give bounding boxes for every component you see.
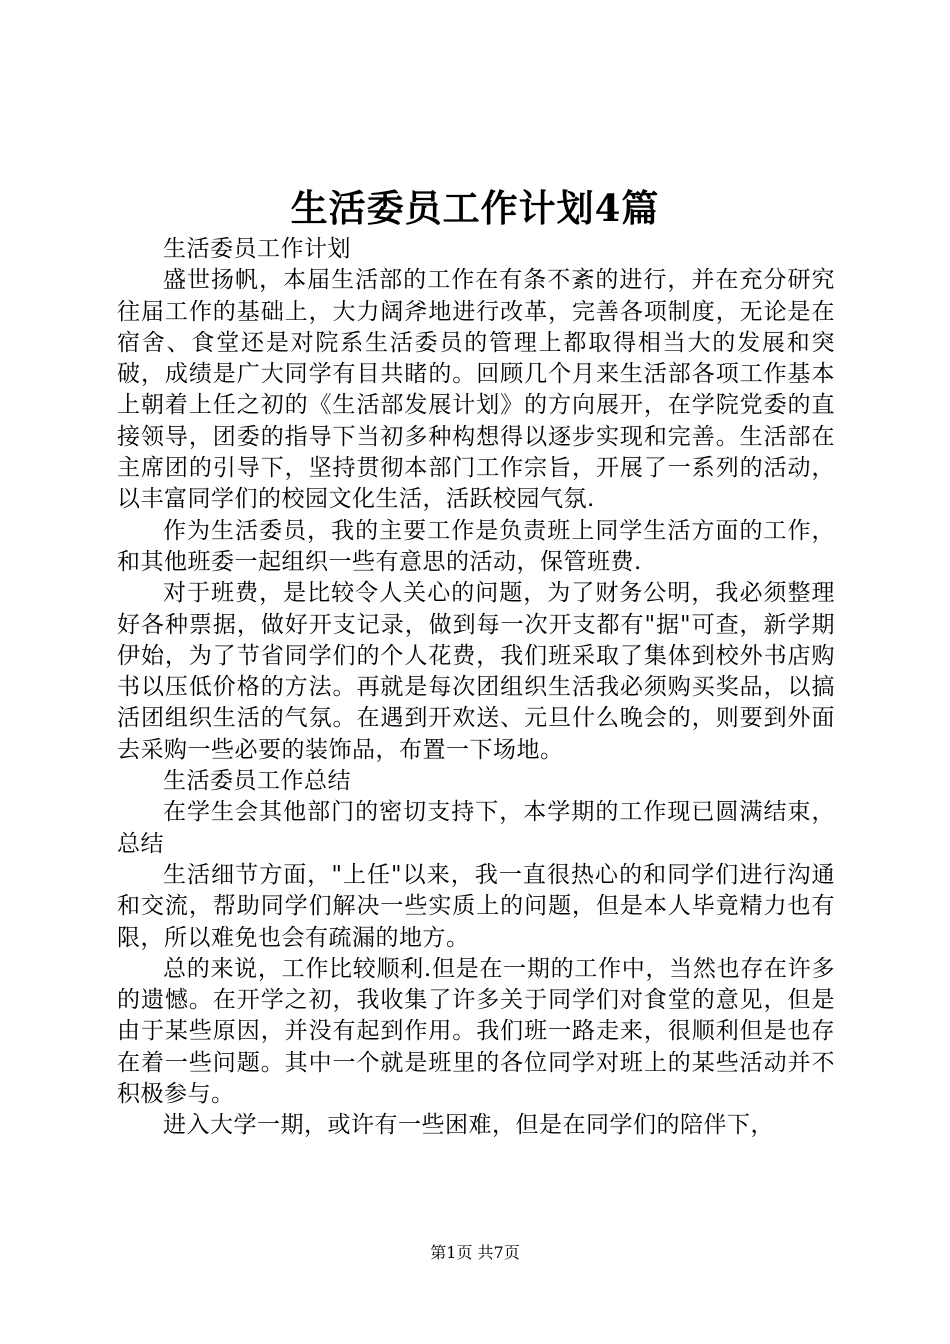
document-title: 生活委员工作计划4篇 <box>290 186 660 230</box>
paragraph: 在学生会其他部门的密切支持下，本学期的工作现已圆满结束，总结 <box>117 799 835 857</box>
paragraph: 作为生活委员，我的主要工作是负责班上同学生活方面的工作，和其他班委一起组织一些有意思的活动，保管班费. <box>117 517 835 575</box>
paragraph: 盛世扬帆，本届生活部的工作在有条不紊的进行，并在充分研究往届工作的基础上，大力阔斧地进行改革，完善各项制度，无论是在宿舍、食堂还是对院系生活委员的管理上都取得相当大的发展和突破，成绩是广大同学有目共睹的。回顾几个月来生活部各项工作基本上朝着上任之初的《生活部发展计划》的方向展开，在学院党委的直接领导，团委的指导下当初多种构想得以逐步实现和完善。生活部在主席团的引导下，坚持贯彻本部门工作宗旨，开展了一系列的活动，以丰富同学们的校园文化生活，活跃校园气氛. <box>117 267 835 513</box>
paragraph: 对于班费，是比较令人关心的问题，为了财务公明，我必须整理好各种票据，做好开支记录，做到每一次开支都有"据"可查，新学期伊始，为了节省同学们的个人花费，我们班采取了集体到校外书店购书以压低价格的方法。再就是每次团组织生活我必须购买奖品，以搞活团组织生活的气氛。在遇到开欢送、元旦什么晚会的，则要到外面去采购一些必要的装饰品，布置一下场地。 <box>117 580 835 763</box>
paragraph-heading-summary: 生活委员工作总结 <box>163 768 351 795</box>
paragraph-heading-plan: 生活委员工作计划 <box>163 236 351 262</box>
paragraph: 总的来说，工作比较顺利.但是在一期的工作中，当然也存在许多的遗憾。在开学之初，我收集了许多关于同学们对食堂的意见，但是由于某些原因，并没有起到作用。我们班一路走来，很顺利但是也存在着一些问题。其中一个就是班里的各位同学对班上的某些活动并不积极参与。 <box>117 955 835 1108</box>
page-number-footer: 第1页 共7页 <box>430 1243 520 1262</box>
document-body <box>117 234 835 1142</box>
paragraph: 进入大学一期，或许有一些困难，但是在同学们的陪伴下， <box>163 1112 774 1139</box>
paragraph: 生活细节方面，"上任"以来，我一直很热心的和同学们进行沟通和交流，帮助同学们解决一些实质上的问题，但是本人毕竟精力也有限，所以难免也会有疏漏的地方。 <box>117 861 835 951</box>
